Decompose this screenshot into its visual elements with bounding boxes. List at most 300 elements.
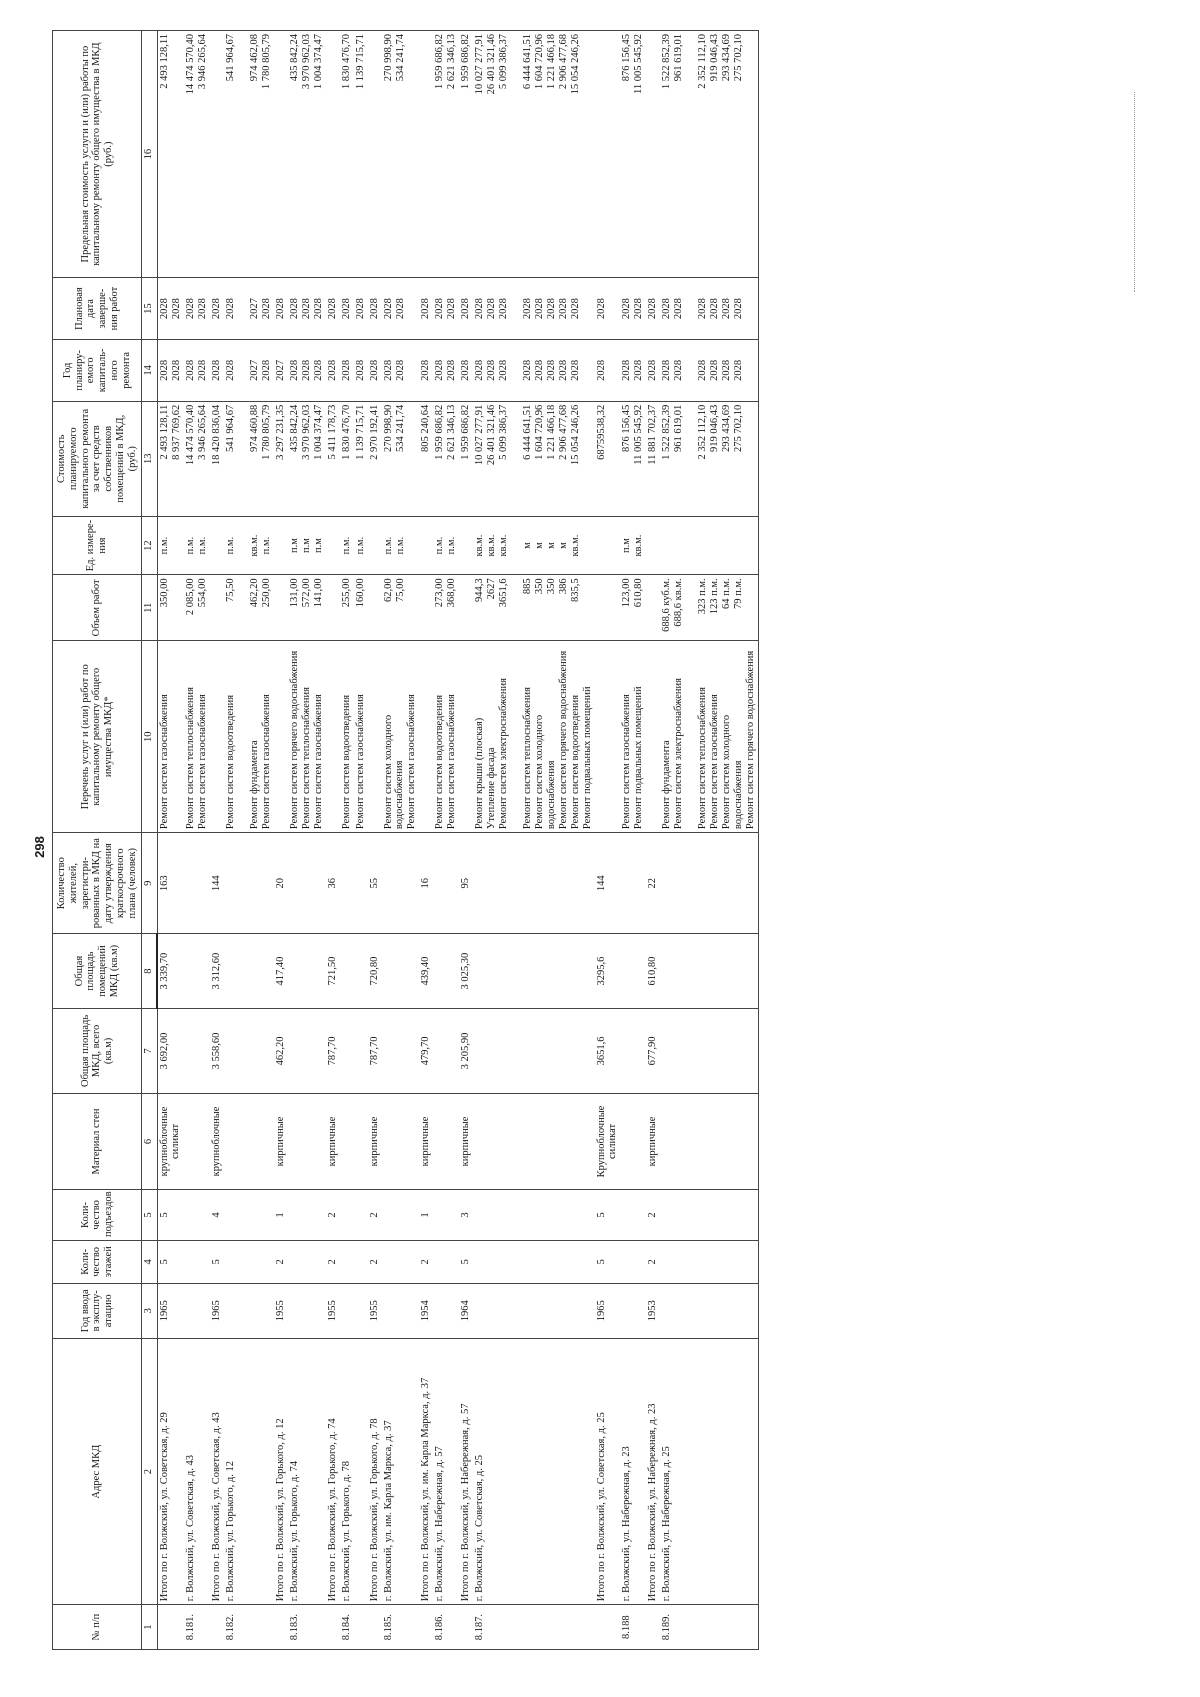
floors bbox=[660, 1241, 758, 1284]
year-built bbox=[382, 1283, 420, 1338]
repair-year bbox=[382, 339, 420, 401]
table-row bbox=[595, 31, 621, 1650]
total-area: 787,70 bbox=[368, 1008, 382, 1093]
repair-cost-line: 10 027 277,91 bbox=[474, 404, 485, 466]
row-number bbox=[210, 1605, 224, 1650]
wall-material bbox=[473, 1094, 595, 1190]
repair-year-line: 2028 bbox=[661, 359, 672, 381]
total-area: 3 692,00 bbox=[157, 1008, 184, 1093]
wall-material bbox=[184, 1094, 210, 1190]
work-volume bbox=[326, 575, 340, 641]
work-volume-line: 79 п.м. bbox=[733, 578, 744, 609]
row-number: 8.184. bbox=[340, 1605, 354, 1650]
completion-year-line: 2028 bbox=[184, 298, 196, 320]
repair-year-line: 2028 bbox=[224, 359, 236, 381]
completion-year bbox=[340, 278, 354, 340]
header-limit-cost: Предельная стоимость услуги и (или) работы по капитальному ремонту общего имущества в МКД (руб.) bbox=[53, 31, 142, 278]
repair-year bbox=[419, 339, 433, 401]
row-number bbox=[419, 1605, 433, 1650]
table-row bbox=[210, 31, 224, 1650]
wall-material bbox=[620, 1094, 646, 1190]
limit-cost-line: 10 027 277,91 bbox=[474, 34, 485, 95]
limit-cost-line: 2 906 477,68 bbox=[558, 34, 569, 90]
completion-year-line: 2028 bbox=[673, 298, 684, 320]
limit-cost-line: 534 241,74 bbox=[394, 34, 406, 82]
repair-cost bbox=[326, 401, 340, 516]
total-area bbox=[620, 1008, 646, 1093]
repair-cost bbox=[419, 401, 433, 516]
header-works: Перечень услуг и (или) работ по капитальному ремонту общего имущества МКД* bbox=[53, 641, 142, 833]
repair-year-line: 2028 bbox=[288, 359, 300, 381]
header-wall-material: Материал стен bbox=[53, 1094, 142, 1190]
repair-cost-line: 2 970 192,41 bbox=[368, 404, 380, 460]
floors bbox=[382, 1241, 420, 1284]
work-unit bbox=[419, 516, 433, 575]
repair-year-line: 2028 bbox=[673, 359, 684, 381]
limit-cost bbox=[184, 31, 210, 278]
work-volume bbox=[473, 575, 595, 641]
work-unit-line bbox=[697, 520, 709, 572]
table-row bbox=[326, 31, 340, 1650]
repair-cost-line: 541 964,67 bbox=[224, 404, 236, 452]
total-area bbox=[660, 1008, 758, 1093]
work-unit bbox=[646, 516, 660, 575]
work-volume-line: 255,00 bbox=[340, 578, 352, 608]
repair-year bbox=[326, 339, 340, 401]
repair-year-line: 2028 bbox=[210, 359, 222, 381]
work-unit bbox=[595, 516, 621, 575]
header-entrances: Коли-чество подъездов bbox=[53, 1189, 142, 1240]
completion-year-line: 2028 bbox=[434, 298, 445, 320]
work-unit-line: п.м. bbox=[394, 536, 406, 555]
repair-cost-line bbox=[685, 405, 697, 513]
completion-year bbox=[368, 278, 382, 340]
work-list-line: Ремонт систем холодного водоснабжения bbox=[534, 714, 557, 830]
completion-year bbox=[382, 278, 420, 340]
work-volume bbox=[620, 575, 646, 641]
completion-year bbox=[660, 278, 758, 340]
total-area bbox=[288, 1008, 326, 1093]
residents bbox=[473, 833, 595, 934]
header-cost: Стоимость планируемого капитального ремонта за счет средств собственников помещений в МКД, (руб.) bbox=[53, 401, 142, 516]
page-number: 298 bbox=[32, 836, 47, 858]
work-unit-line: п.м. bbox=[184, 536, 196, 555]
repair-cost-line: 2 493 128,11 bbox=[158, 404, 170, 460]
column-number: 11 bbox=[142, 575, 157, 641]
premises-area bbox=[382, 934, 420, 1009]
work-list-line: Ремонт систем теплоснабжения bbox=[697, 687, 708, 830]
residents bbox=[433, 833, 459, 934]
floors: 2 bbox=[419, 1241, 433, 1284]
total-area: 479,70 bbox=[419, 1008, 433, 1093]
repair-year-line: 2028 bbox=[721, 359, 732, 381]
premises-area: 3 312,60 bbox=[210, 934, 224, 1009]
work-volume bbox=[646, 575, 660, 641]
column-number-row bbox=[142, 31, 157, 1650]
work-volume-line: 123 п.м. bbox=[709, 578, 720, 615]
column-number: 9 bbox=[142, 833, 157, 934]
work-list bbox=[595, 641, 621, 833]
total-area bbox=[184, 1008, 210, 1093]
table-row bbox=[340, 31, 354, 1650]
repair-cost-line: 1 959 686,82 bbox=[460, 404, 471, 460]
completion-year bbox=[274, 278, 288, 340]
year-built: 1965 bbox=[157, 1283, 184, 1338]
row-number bbox=[459, 1605, 473, 1650]
row-number bbox=[646, 1605, 660, 1650]
work-volume-line: 572,00 bbox=[300, 578, 312, 608]
limit-cost-line: 2 493 128,11 bbox=[158, 34, 170, 89]
repair-cost-line bbox=[510, 405, 522, 513]
repair-year-line: 2028 bbox=[394, 359, 406, 381]
work-list bbox=[224, 641, 274, 833]
repair-year-line: 2028 bbox=[382, 359, 394, 381]
repair-year-line: 2028 bbox=[354, 359, 366, 381]
work-list bbox=[340, 641, 354, 833]
work-list-line: Ремонт систем теплоснабжения bbox=[184, 687, 196, 830]
total-area bbox=[354, 1008, 368, 1093]
work-unit bbox=[184, 516, 210, 575]
entrances bbox=[224, 1189, 274, 1240]
wall-material bbox=[660, 1094, 758, 1190]
residents bbox=[288, 833, 326, 934]
repair-year-line: 2028 bbox=[697, 359, 708, 381]
repair-year bbox=[157, 339, 184, 401]
limit-cost bbox=[620, 31, 646, 278]
repair-cost-line: 26 401 321,46 bbox=[486, 404, 497, 466]
work-volume bbox=[419, 575, 433, 641]
work-volume-line: 131,00 bbox=[288, 578, 300, 608]
work-unit-line: кв.м. bbox=[570, 534, 581, 557]
entrances: 3 bbox=[459, 1189, 473, 1240]
repair-cost bbox=[620, 401, 646, 516]
limit-cost bbox=[459, 31, 473, 278]
header-residents: Количество жителей, зарегистри-рованных в МКД на дату утверждения краткосрочного плана (человек) bbox=[53, 833, 142, 934]
limit-cost bbox=[274, 31, 288, 278]
repair-year bbox=[274, 339, 288, 401]
residents: 95 bbox=[459, 833, 473, 934]
repair-year-line: 2028 bbox=[522, 359, 533, 381]
work-unit-line: п.м. bbox=[260, 536, 272, 555]
work-list-line: Ремонт систем теплоснабжения bbox=[300, 687, 312, 830]
residents bbox=[382, 833, 420, 934]
limit-cost-line bbox=[171, 34, 183, 274]
repair-year-line: 2028 bbox=[486, 359, 497, 381]
address bbox=[354, 1338, 368, 1604]
header-completion-date: Плановая дата заверше-ния работ bbox=[53, 278, 142, 340]
entrances: 2 bbox=[646, 1189, 660, 1240]
work-unit bbox=[274, 516, 288, 575]
floors: 2 bbox=[274, 1241, 288, 1284]
table-row bbox=[368, 31, 382, 1650]
work-list-line: Ремонт систем водоотведения bbox=[340, 694, 352, 830]
work-unit-line: п.м. bbox=[354, 536, 366, 555]
floors: 5 bbox=[595, 1241, 621, 1284]
premises-area: 720,80 bbox=[368, 934, 382, 1009]
wall-material: крупноблочные bbox=[210, 1094, 224, 1190]
address: Итого по г. Волжский, ул. Советская, д. 25 bbox=[595, 1338, 621, 1604]
repair-year-line: 2028 bbox=[170, 359, 182, 381]
work-list-line bbox=[510, 644, 522, 829]
completion-year-line: 2028 bbox=[210, 298, 222, 320]
premises-area: 417,40 bbox=[274, 934, 288, 1009]
completion-year bbox=[326, 278, 340, 340]
column-number: 8 bbox=[142, 934, 157, 1009]
column-number: 4 bbox=[142, 1241, 157, 1284]
column-number: 12 bbox=[142, 516, 157, 575]
completion-year-line bbox=[510, 281, 522, 336]
table-row bbox=[473, 31, 595, 1650]
work-volume bbox=[660, 575, 758, 641]
work-list-line: Ремонт систем горячего водоснабжения bbox=[557, 650, 569, 830]
completion-year-line: 2028 bbox=[498, 298, 509, 320]
limit-cost-line: 435 842,24 bbox=[288, 34, 300, 82]
completion-year bbox=[224, 278, 274, 340]
wall-material: кирпичные bbox=[326, 1094, 340, 1190]
header-premises-area: Общая площадь помещений МКД (кв.м) bbox=[53, 934, 142, 1009]
work-volume-line bbox=[685, 578, 697, 637]
completion-year bbox=[459, 278, 473, 340]
completion-year-line bbox=[685, 281, 697, 336]
limit-cost-line bbox=[327, 34, 339, 274]
work-list-line: Ремонт систем водоотведения bbox=[224, 694, 236, 830]
completion-year-line: 2028 bbox=[288, 298, 300, 320]
limit-cost bbox=[595, 31, 621, 278]
year-built: 1955 bbox=[274, 1283, 288, 1338]
repair-cost-line: 8 937 769,62 bbox=[170, 404, 182, 460]
footer-mark bbox=[1134, 92, 1139, 292]
repair-year bbox=[473, 339, 595, 401]
entrances: 2 bbox=[326, 1189, 340, 1240]
premises-area bbox=[224, 934, 274, 1009]
premises-area bbox=[354, 934, 368, 1009]
total-area bbox=[340, 1008, 354, 1093]
repair-year bbox=[459, 339, 473, 401]
header-address: Адрес МКД bbox=[53, 1338, 142, 1604]
work-volume bbox=[274, 575, 288, 641]
completion-year-line: 2028 bbox=[260, 298, 272, 320]
address: г. Волжский, ул. Горького, д. 12 bbox=[224, 1338, 274, 1604]
repair-cost-line: 1 830 476,70 bbox=[340, 404, 352, 460]
work-unit bbox=[224, 516, 274, 575]
work-list-line: Утепление фасада bbox=[486, 747, 497, 830]
repair-cost-line: 11 005 545,92 bbox=[633, 404, 644, 465]
column-number: 6 bbox=[142, 1094, 157, 1190]
work-list bbox=[157, 641, 184, 833]
repair-year bbox=[224, 339, 274, 401]
wall-material bbox=[340, 1094, 354, 1190]
completion-year-line: 2028 bbox=[420, 298, 431, 320]
column-number: 13 bbox=[142, 401, 157, 516]
repair-cost bbox=[382, 401, 420, 516]
work-unit-line bbox=[709, 520, 721, 572]
address: Итого по г. Волжский, ул. Советская, д. 43 bbox=[210, 1338, 224, 1604]
repair-year-line: 2028 bbox=[196, 359, 208, 381]
limit-cost bbox=[157, 31, 184, 278]
work-volume bbox=[459, 575, 473, 641]
repair-cost-line: 805 240,64 bbox=[420, 404, 431, 452]
completion-year-line: 2028 bbox=[709, 298, 720, 320]
limit-cost-line: 961 619,01 bbox=[673, 34, 684, 82]
work-volume-line: 64 п.м. bbox=[721, 578, 732, 609]
repair-cost bbox=[433, 401, 459, 516]
work-unit-line bbox=[661, 520, 673, 572]
entrances bbox=[473, 1189, 595, 1240]
residents: 55 bbox=[368, 833, 382, 934]
limit-cost bbox=[368, 31, 382, 278]
wall-material bbox=[382, 1094, 420, 1190]
limit-cost-line: 26 401 321,46 bbox=[486, 34, 497, 95]
work-volume-line: 323 п.м. bbox=[697, 578, 708, 615]
work-volume bbox=[184, 575, 210, 641]
completion-year-line: 2028 bbox=[647, 298, 658, 320]
entrances bbox=[620, 1189, 646, 1240]
row-number: 8.183. bbox=[288, 1605, 326, 1650]
work-unit bbox=[157, 516, 184, 575]
work-volume-line: 273,00 bbox=[434, 578, 445, 608]
work-list bbox=[620, 641, 646, 833]
row-number bbox=[157, 1605, 184, 1650]
limit-cost bbox=[326, 31, 340, 278]
completion-year bbox=[419, 278, 433, 340]
limit-cost-line: 14 474 570,40 bbox=[184, 34, 196, 95]
repair-year bbox=[288, 339, 326, 401]
repair-year-line: 2028 bbox=[184, 359, 196, 381]
entrances bbox=[184, 1189, 210, 1240]
repair-cost bbox=[660, 401, 758, 516]
address: Итого по г. Волжский, ул. Набережная, д. 23 bbox=[646, 1338, 660, 1604]
repair-year-line: 2028 bbox=[300, 359, 312, 381]
work-volume-line: 610,80 bbox=[633, 578, 644, 608]
header-total-area: Общая площадь МКД, всего (кв.м) bbox=[53, 1008, 142, 1093]
premises-area bbox=[288, 934, 326, 1009]
work-list bbox=[184, 641, 210, 833]
work-list bbox=[274, 641, 288, 833]
address: г. Волжский, ул. Набережная, д. 57 bbox=[433, 1338, 459, 1604]
repair-cost bbox=[646, 401, 660, 516]
work-volume bbox=[340, 575, 354, 641]
limit-cost bbox=[340, 31, 354, 278]
work-volume-line: 554,00 bbox=[196, 578, 208, 608]
work-volume-line: 688,6 кв.м. bbox=[673, 578, 684, 627]
repair-year-line: 2027 bbox=[248, 359, 260, 381]
address: г. Волжский, ул. Горького, д. 74 bbox=[288, 1338, 326, 1604]
year-built bbox=[340, 1283, 354, 1338]
work-volume-line: 944,3 bbox=[474, 578, 485, 602]
address: г. Волжский, ул. Советская, д. 25 bbox=[473, 1338, 595, 1604]
year-built bbox=[433, 1283, 459, 1338]
repair-cost-line bbox=[237, 405, 249, 513]
work-volume-line: 3651,6 bbox=[498, 578, 509, 608]
table-row bbox=[419, 31, 433, 1650]
work-unit-line bbox=[510, 520, 522, 572]
work-unit-line: п.м bbox=[300, 538, 312, 553]
work-unit-line: кв.м. bbox=[474, 534, 485, 557]
work-unit-line: п.м. bbox=[158, 536, 170, 555]
repair-year-line: 2028 bbox=[420, 359, 431, 381]
column-number: 5 bbox=[142, 1189, 157, 1240]
repair-cost-line: 1 139 715,71 bbox=[354, 404, 366, 460]
column-number: 7 bbox=[142, 1008, 157, 1093]
year-built: 1953 bbox=[646, 1283, 660, 1338]
limit-cost-line: 15 054 246,26 bbox=[570, 34, 581, 95]
row-number bbox=[368, 1605, 382, 1650]
repair-year bbox=[368, 339, 382, 401]
work-list-line: Ремонт систем газоснабжения bbox=[354, 694, 366, 830]
wall-material: кирпичные bbox=[419, 1094, 433, 1190]
work-list-line: Ремонт фундамента bbox=[661, 740, 672, 830]
repair-cost bbox=[224, 401, 274, 516]
completion-year-line: 2028 bbox=[558, 298, 569, 320]
repair-year-line: 2028 bbox=[434, 359, 445, 381]
limit-cost-line bbox=[420, 34, 432, 274]
repair-year-line: 2028 bbox=[595, 359, 607, 381]
entrances: 2 bbox=[368, 1189, 382, 1240]
work-list bbox=[288, 641, 326, 833]
repair-cost-line: 3 946 265,64 bbox=[196, 404, 208, 460]
column-number: 1 bbox=[142, 1605, 157, 1650]
work-volume-line: 368,00 bbox=[446, 578, 457, 608]
header-floors: Коли-чество этажей bbox=[53, 1241, 142, 1284]
limit-cost-line: 3 970 962,03 bbox=[300, 34, 312, 90]
limit-cost-line bbox=[685, 34, 697, 274]
work-unit bbox=[459, 516, 473, 575]
completion-year-line: 2028 bbox=[170, 298, 182, 320]
repair-year bbox=[646, 339, 660, 401]
header-num: № п/п bbox=[53, 1605, 142, 1650]
column-number: 10 bbox=[142, 641, 157, 833]
work-list-line: Ремонт систем газоснабжения bbox=[312, 694, 324, 830]
work-list bbox=[459, 641, 473, 833]
repair-cost-line: 5 411 178,73 bbox=[326, 404, 338, 460]
limit-cost-line: 2 352 112,10 bbox=[697, 34, 708, 89]
address: г. Волжский, ул. Советская, д. 43 bbox=[184, 1338, 210, 1604]
row-number: 8.187. bbox=[473, 1605, 595, 1650]
completion-year-line: 2028 bbox=[446, 298, 457, 320]
floors bbox=[288, 1241, 326, 1284]
total-area bbox=[433, 1008, 459, 1093]
work-unit-line: п.м. bbox=[434, 536, 445, 555]
residents: 144 bbox=[595, 833, 621, 934]
repair-year-line: 2028 bbox=[647, 359, 658, 381]
work-volume-line: 386 bbox=[558, 578, 569, 595]
entrances: 5 bbox=[157, 1189, 184, 1240]
residents: 22 bbox=[646, 833, 660, 934]
repair-cost-line: 876 156,45 bbox=[621, 404, 632, 452]
repair-year-line: 2028 bbox=[534, 359, 545, 381]
work-list bbox=[433, 641, 459, 833]
limit-cost-line: 6 444 641,51 bbox=[522, 34, 533, 90]
work-unit-line bbox=[237, 520, 249, 572]
header-unit: Ед. измере-ния bbox=[53, 516, 142, 575]
repair-year-line: 2028 bbox=[733, 359, 744, 381]
entrances bbox=[433, 1189, 459, 1240]
work-list-line: Ремонт систем электроснабжения bbox=[673, 678, 684, 830]
limit-cost-line: 1 780 805,79 bbox=[260, 34, 272, 90]
address: Итого по г. Волжский, ул. Горького, д. 74 bbox=[326, 1338, 340, 1604]
floors: 5 bbox=[459, 1241, 473, 1284]
limit-cost-line: 1 604 720,96 bbox=[534, 34, 545, 90]
work-list bbox=[419, 641, 433, 833]
premises-area: 3 025,30 bbox=[459, 934, 473, 1009]
table-row bbox=[433, 31, 459, 1650]
repair-year-line: 2028 bbox=[260, 359, 272, 381]
total-area: 787,70 bbox=[326, 1008, 340, 1093]
residents bbox=[340, 833, 354, 934]
table-row bbox=[274, 31, 288, 1650]
premises-area: 3295,6 bbox=[595, 934, 621, 1009]
total-area bbox=[224, 1008, 274, 1093]
